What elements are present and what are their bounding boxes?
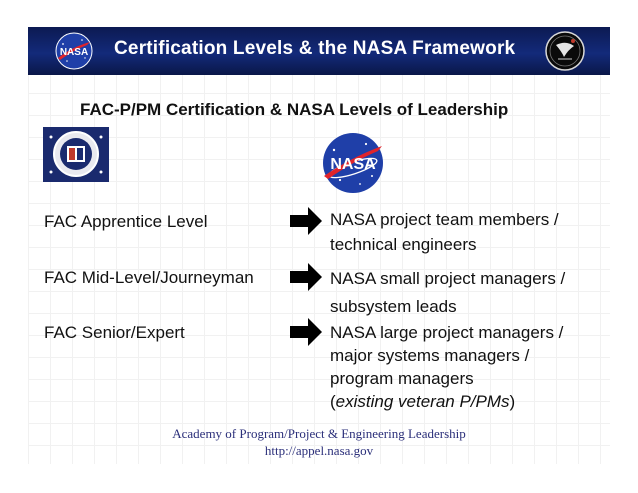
row-desc-line: program managers (330, 369, 474, 388)
row-desc-line: NASA large project managers / (330, 323, 564, 342)
row-desc-apprentice (330, 207, 559, 257)
right-arrow-icon (290, 318, 322, 346)
veteran-note: existing veteran P/PMs (335, 392, 510, 411)
row-desc-senior (330, 321, 563, 413)
fac-seal-icon (43, 127, 109, 182)
row-label-senior: FAC Senior/Expert (44, 323, 185, 342)
nasa-meatball-icon (54, 31, 94, 71)
nasa-meatball-large-icon (320, 130, 386, 196)
title-banner (28, 27, 610, 75)
row-desc-line: subsystem leads (330, 297, 457, 316)
row-desc-line: major systems managers / (330, 346, 530, 365)
footer-academy: Academy of Program/Project & Engineering Leadership (172, 426, 466, 441)
row-label-journeyman: FAC Mid-Level/Journeyman (44, 268, 254, 287)
slide-subtitle: FAC-P/PM Certification & NASA Levels of Leadership (80, 100, 509, 119)
row-desc-note: (existing veteran P/PMs) (330, 392, 516, 411)
right-arrow-icon (290, 263, 322, 291)
banner-title: Certification Levels & the NASA Framework (114, 38, 516, 59)
slide (28, 27, 610, 464)
right-arrow-icon (290, 207, 322, 235)
appel-logo-icon (544, 30, 586, 72)
row-desc-line: technical engineers (330, 235, 477, 254)
svg-text:NASA: NASA (330, 156, 376, 173)
footer-url[interactable]: http://appel.nasa.gov (264, 443, 374, 458)
row-desc-line: NASA project team members / (330, 210, 559, 229)
row-desc-line: NASA small project managers / (330, 269, 566, 288)
row-label-apprentice: FAC Apprentice Level (44, 212, 208, 231)
row-desc-journeyman (330, 265, 565, 321)
svg-text:NASA: NASA (59, 47, 89, 58)
